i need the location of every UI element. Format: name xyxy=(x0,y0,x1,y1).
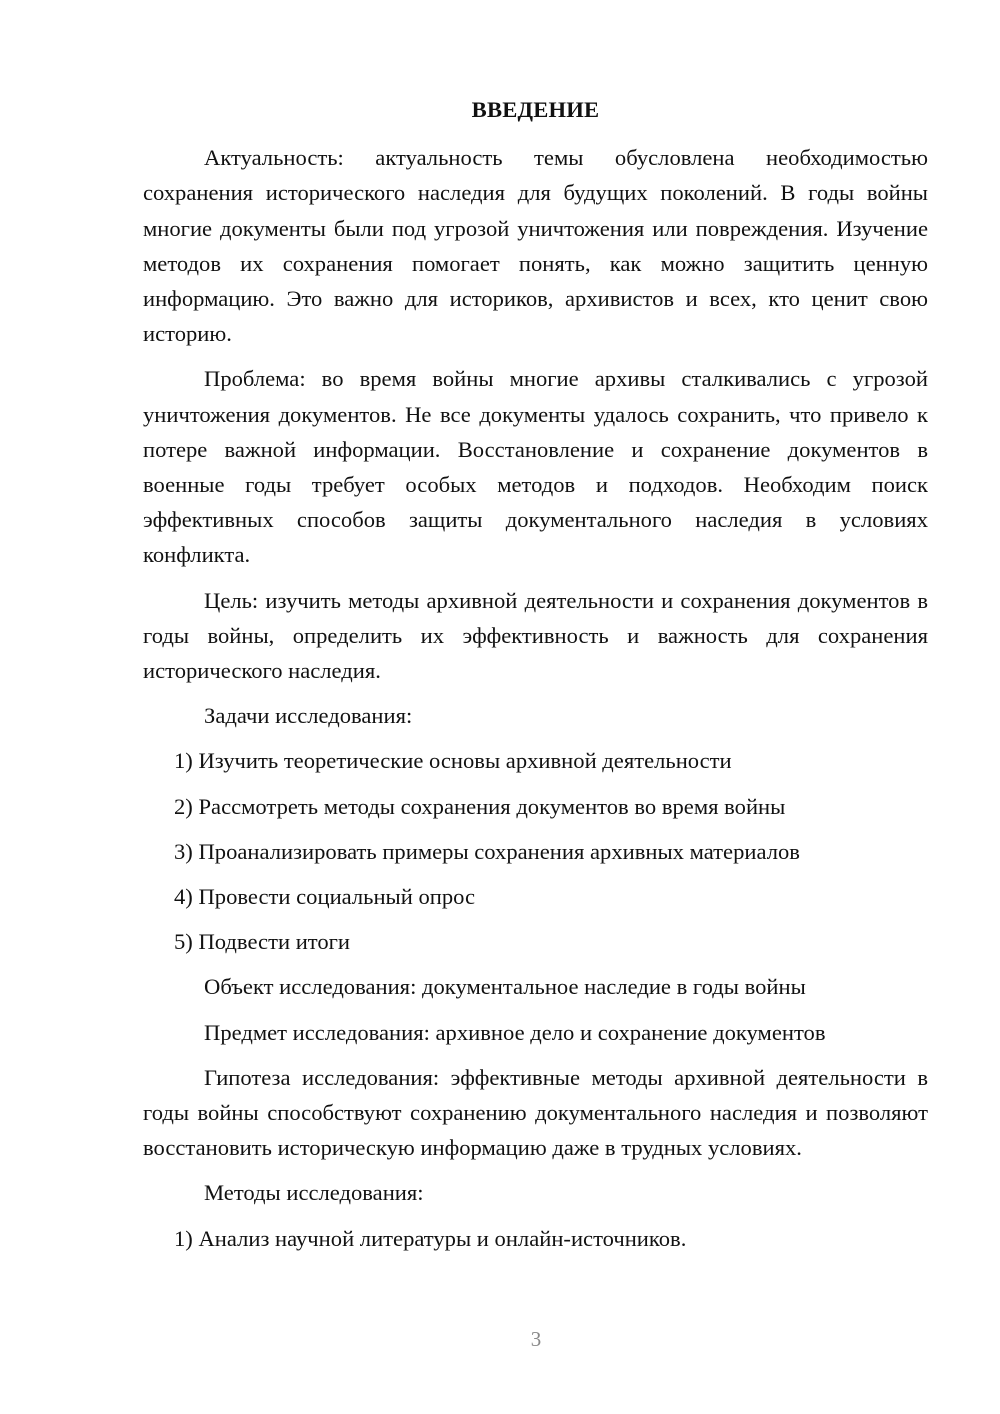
hypothesis-paragraph: Гипотеза исследования: эффективные методы архивной деятельности в годы войны способствуют сохранению документального наследия и позволяют восстановить историческую информацию даже в трудных условиях. xyxy=(143,1064,928,1161)
method-item: 1) Анализ научной литературы и онлайн-источников. xyxy=(174,1225,687,1251)
methods-title: Методы исследования: xyxy=(204,1180,424,1206)
task-item: 1) Изучить теоретические основы архивной деятельности xyxy=(174,748,732,774)
task-item: 4) Провести социальный опрос xyxy=(174,884,476,910)
problem-paragraph: Проблема: во время войны многие архивы сталкивались с угрозой уничтожения документов. Не все документы удалось сохранить, что привело к потере важной информации. Восстановление и сохранение документов в военные годы требует особых методов и подходов. Необходим поиск эффективных способов защиты документального наследия в условиях конфликта. xyxy=(143,366,928,568)
subject-paragraph: Предмет исследования: архивное дело и сохранение документов xyxy=(204,1019,826,1045)
task-item: 5) Подвести итоги xyxy=(174,929,351,955)
object-paragraph: Объект исследования: документальное наследие в годы войны xyxy=(204,974,806,1000)
tasks-title: Задачи исследования: xyxy=(204,703,413,729)
section-heading: ВВЕДЕНИЕ xyxy=(471,97,600,122)
page-content xyxy=(143,92,928,1266)
page-number: 3 xyxy=(530,1327,542,1351)
task-item: 2) Рассмотреть методы сохранения документов во время войны xyxy=(174,793,786,819)
task-item: 3) Проанализировать примеры сохранения архивных материалов xyxy=(174,838,800,864)
goal-paragraph: Цель: изучить методы архивной деятельности и сохранения документов в годы войны, определить их эффективность и важность для сохранения исторического наследия. xyxy=(143,587,928,684)
relevance-paragraph: Актуальность: актуальность темы обусловлена необходимостью сохранения исторического наследия для будущих поколений. В годы войны многие документы были под угрозой уничтожения или повреждения. Изучение методов их сохранения помогает понять, как можно защитить ценную информацию. Это важно для историков, архивистов и всех, кто ценит свою историю. xyxy=(143,145,928,347)
